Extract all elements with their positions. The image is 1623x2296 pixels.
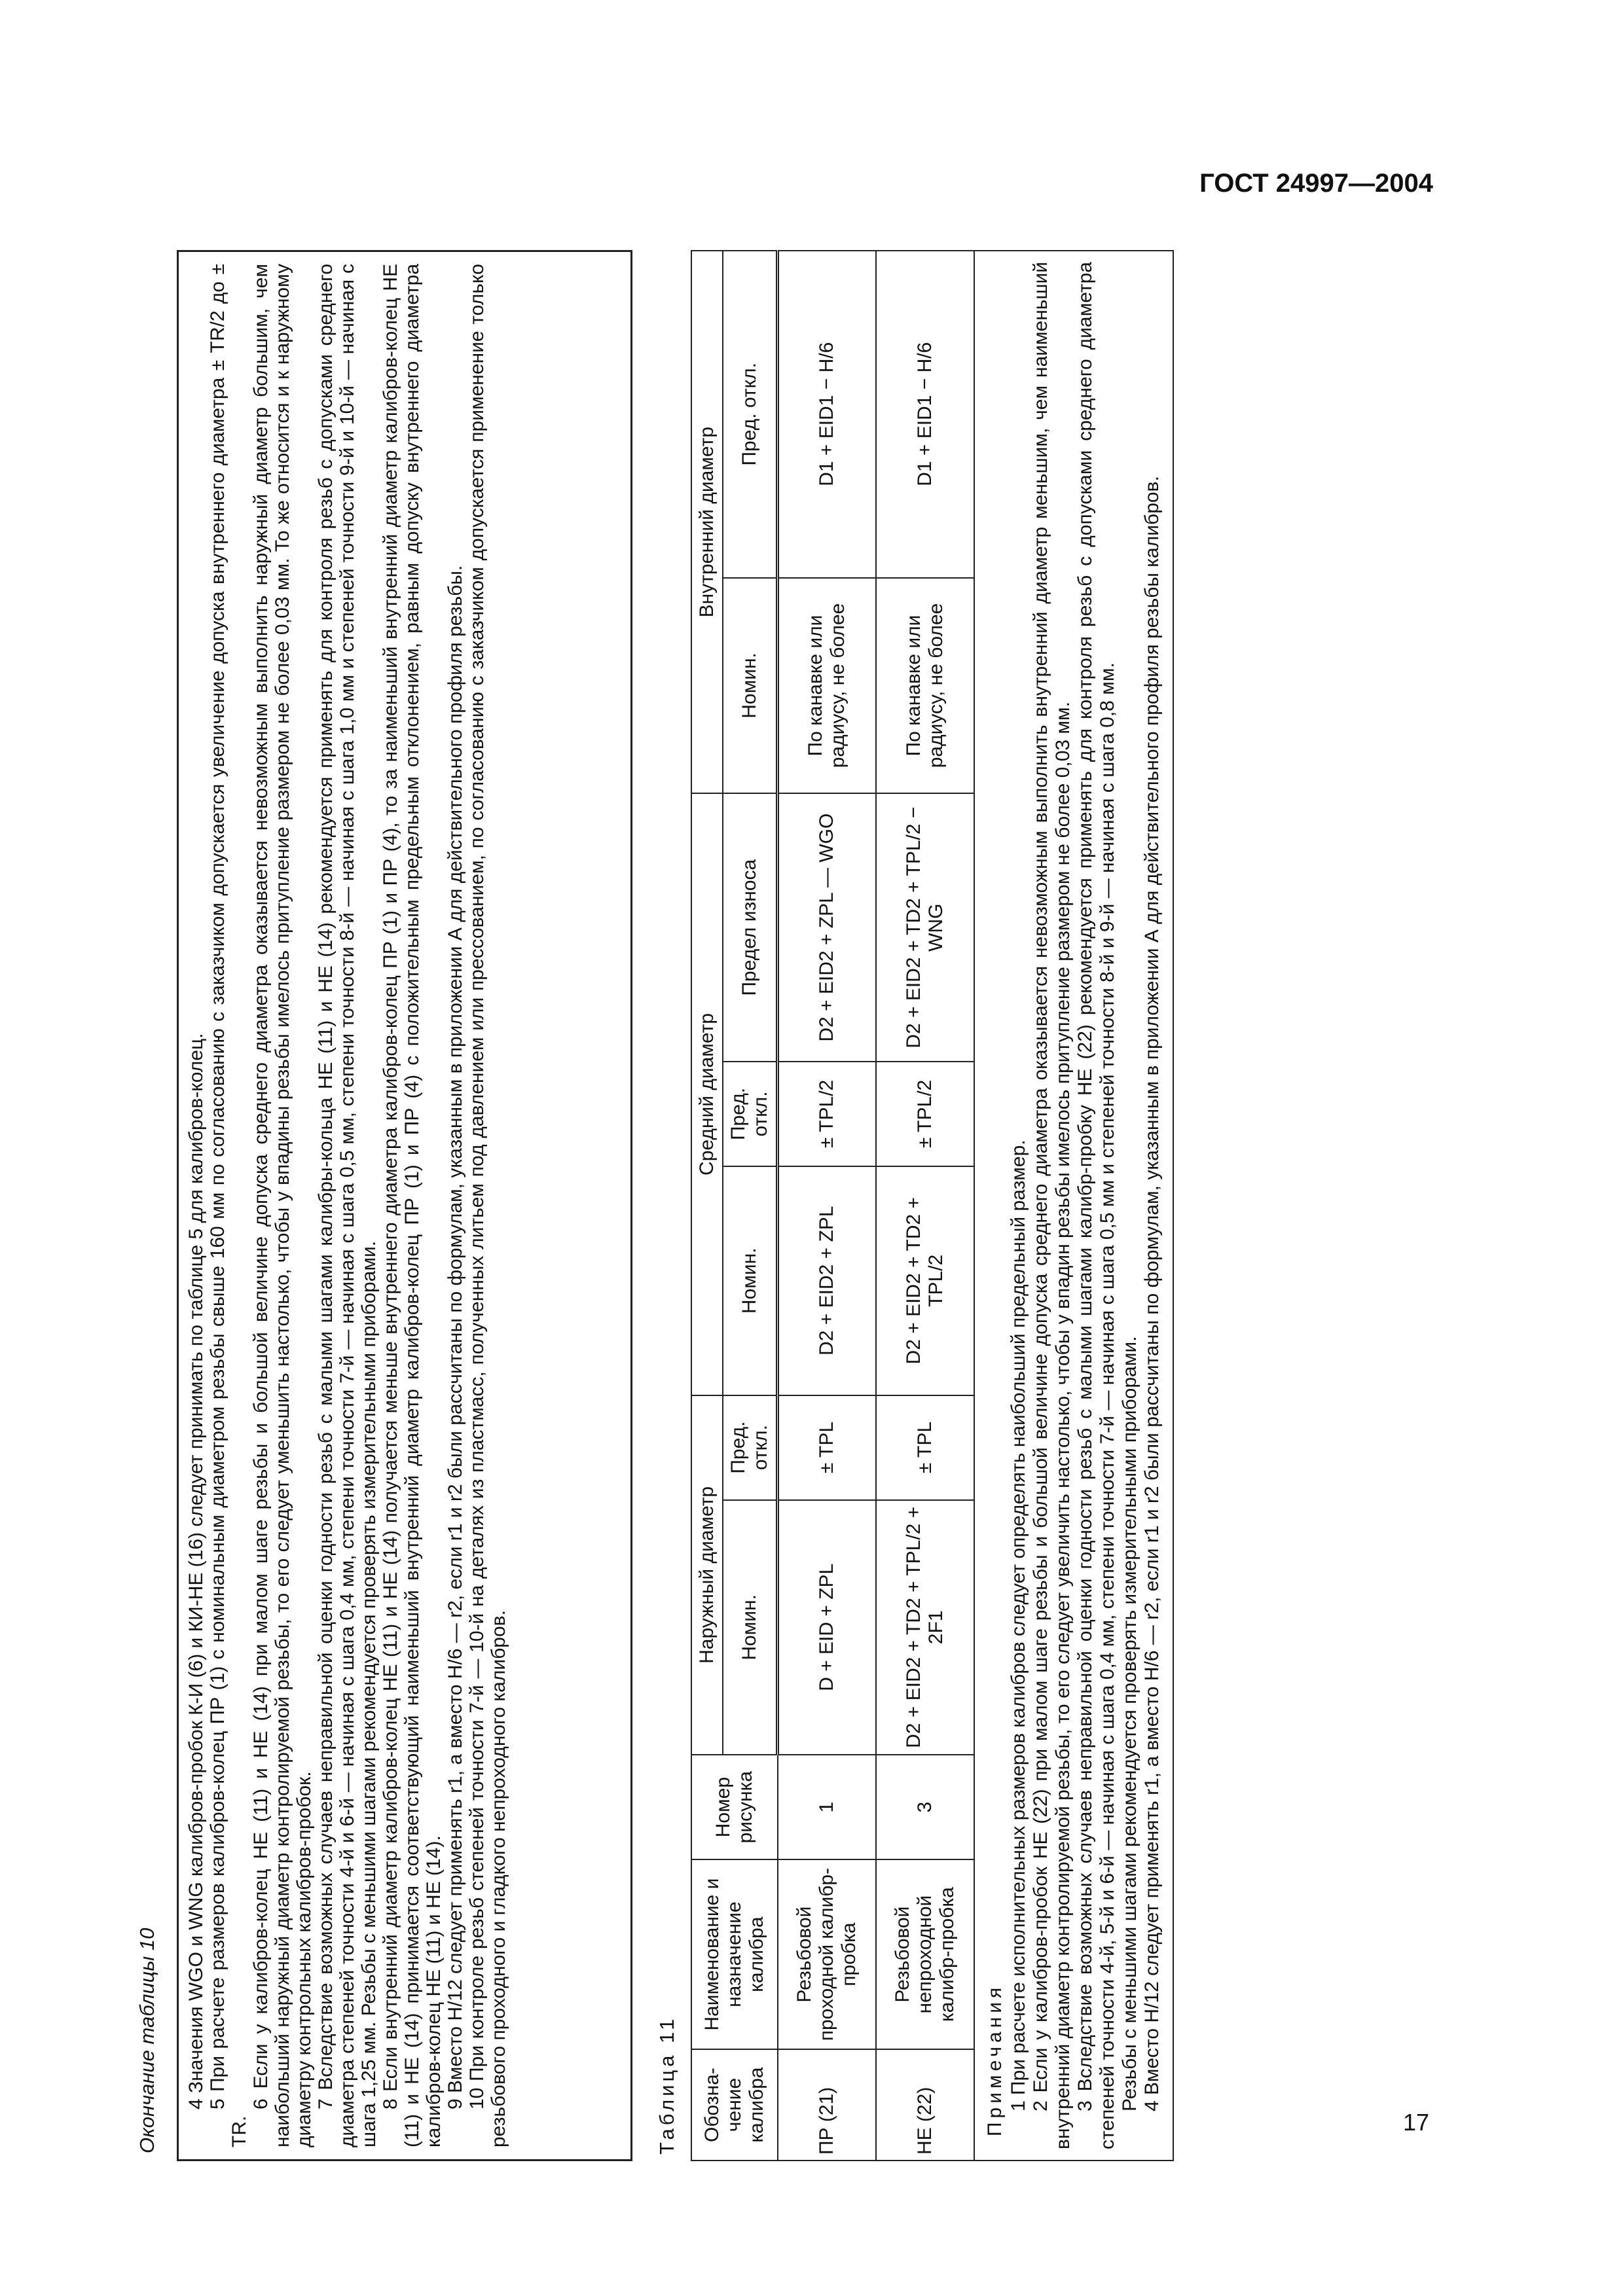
note-8: 8 Если внутренний диаметр калибров-колец НЕ (11) и НЕ (14) получается меньше внутреннего диаметра калибров-колец ПР (1) и ПР (4), то за наименьший внутренний диаметр калибров-колец НЕ (11) и НЕ (14) принимается соответствующий наименьший внутренний диаметр калибров-колец ПР (1) и ПР (4) с положительным предельным отклонением, равным допуску внутреннего диаметра калибров-колец НЕ (11) и НЕ (14). xyxy=(380,264,445,2147)
note-4: 4 Значения WGO и WNG калибров-пробок К-И (6) и КИ-НЕ (16) следует принимать по таблице 5 для калибров-колец. xyxy=(185,1033,207,2109)
row1-designation: ПР (21) xyxy=(778,2049,876,2161)
table11 xyxy=(691,250,1174,2161)
row1-pitch-nom: D2 + EID2 + ZPL xyxy=(778,1166,876,1395)
row2-designation: НЕ (22) xyxy=(876,2049,974,2161)
row2-wear: D2 + EID2 + TD2 + TPL/2 − WNG xyxy=(876,793,974,1062)
th-pitch-dev: Пред. откл. xyxy=(723,1062,778,1166)
row2-inner-nom: По канавке или радиусу, не более xyxy=(876,578,974,794)
table-row xyxy=(778,251,876,2161)
th-wear: Предел износа xyxy=(723,793,778,1062)
row2-pitch-dev: ± TPL/2 xyxy=(876,1062,974,1166)
row1-outer-dev: ± TPL xyxy=(778,1395,876,1500)
t11-note-4: 4 Вместо H/12 следует применять r1, а вместо H/6 — r2, если r1 и r2 были рассчитаны по формулам, указанным в приложении А для действительного профиля резьбы калибров. xyxy=(1140,476,1163,2111)
th-inner-dev: Пред. откл. xyxy=(723,251,778,578)
t11-note-1: 1 При расчете исполнительных размеров калибров следует определять наибольший предельный размер. xyxy=(1007,1139,1029,2111)
row1-figure: 1 xyxy=(778,1755,876,1859)
th-pitch: Средний диаметр xyxy=(691,793,723,1395)
row2-pitch-nom: D2 + EID2 + TD2 + TPL/2 xyxy=(876,1166,974,1395)
row2-figure: 3 xyxy=(876,1755,974,1859)
row1-name: Резьбовой проходной калибр-пробка xyxy=(778,1859,876,2049)
note-7: 7 Вследствие возможных случаев неправильной оценки годности резьб с малыми шагами калибры-кольца НЕ (11) и НЕ (14) рекомендуется применять для контроля резьб с допусками среднего диаметра степеней точности 4-й и 6-й — начиная с шага 0,4 мм, степени точности 7-й — начиная с шага 0,5 мм, степени точности 8-й — начиная с шага 1,0 мм и степеней точности 9-й и 10-й — начиная с шага 1,25 мм. Резьбы с меньшими шагами рекомендуется проверять измерительными приборами. xyxy=(315,264,380,2147)
note-9: 9 Вместо H/12 следует применять r1, а вместо H/6 — r2, если r1 и r2 были рассчитаны по формулам, указанным в приложении А для действительного профиля резьбы. xyxy=(445,565,466,2109)
row1-pitch-dev: ± TPL/2 xyxy=(778,1062,876,1166)
t11-note-3b: Резьбы с меньшими шагами рекомендуется проверять измерительными приборами. xyxy=(1118,1336,1140,2111)
row2-inner-dev: D1 + EID1 − H/6 xyxy=(876,251,974,578)
notes-title: Примечания xyxy=(983,1983,1006,2136)
table10-notes-box xyxy=(177,250,632,2161)
t11-note-3: 3 Вследствие возможных случаев неправильной оценки годности резьб с малыми шагами калибр-пробку НЕ (22) рекомендуется применять для контроля резьб с допусками среднего диаметра степеней точности 4-й, 5-й и 6-й — начиная с шага 0,4 мм, степени точности 7-й — начиная с шага 0,5 мм и степеней точности 8-й и 9-й — начиная с шага 0,8 мм. xyxy=(1074,262,1118,2149)
row1-inner-nom: По канавке или радиусу, не более xyxy=(778,578,876,794)
th-inner-nom: Номин. xyxy=(723,578,778,794)
row1-wear: D2 + EID2 + ZPL — WGO xyxy=(778,793,876,1062)
th-designation: Обозна-чение калибра xyxy=(691,2049,778,2161)
rotated-content xyxy=(124,230,1401,2161)
th-inner: Внутренний диаметр xyxy=(691,251,723,793)
standard-number: ГОСТ 24997—2004 xyxy=(1199,169,1433,198)
th-outer-dev: Пред. откл. xyxy=(723,1395,778,1500)
row2-outer-dev: ± TPL xyxy=(876,1395,974,1500)
page-number: 17 xyxy=(1402,2109,1429,2136)
th-outer: Наружный диаметр xyxy=(691,1395,723,1755)
note-6: 6 Если у калибров-колец НЕ (11) и НЕ (14) при малом шаге резьбы и большой величине допуска среднего диаметра оказывается невозможным выполнить наружный диаметр большим, чем наибольший наружный диаметр контролируемой резьбы, то его следует уменьшить настолько, чтобы у впадины резьбы имелось притупление размером не более 0,03 мм. То же относится и к наружному диаметру контрольных калибров-пробок. xyxy=(250,264,315,2147)
th-figure: Номер рисунка xyxy=(691,1755,778,1859)
table10-caption: Окончание таблицы 10 xyxy=(136,1928,158,2153)
th-name: Наименование и назначение калибра xyxy=(691,1859,778,2049)
table-row xyxy=(876,251,974,2161)
row2-outer-nom: D2 + EID2 + TD2 + TPL/2 + 2F1 xyxy=(876,1500,974,1755)
table11-caption: Таблица 11 xyxy=(655,2015,678,2155)
row2-name: Резьбовой непроходной калибр-пробка xyxy=(876,1859,974,2049)
th-pitch-nom: Номин. xyxy=(723,1166,778,1395)
t11-note-2: 2 Если у калибров-пробок НЕ (22) при малом шаге резьбы и большой величине допуска среднего диаметра оказывается невозможным выполнить внутренний диаметр меньшим, чем наименьший внутренний диаметр контролируемой резьбы, то его следует увеличить настолько, чтобы у впадин резьбы имелось притупление размером не более 0,03 мм. xyxy=(1029,262,1074,2149)
note-10: 10 При контроле резьб степеней точности 7-й — 10-й на деталях из пластмасс, полученных литьем под давлением или прессованием, по согласованию с заказчиком допускается применение только резьбового проходного и гладкого непроходного калибров. xyxy=(466,264,509,2147)
notes-row xyxy=(974,251,1173,2161)
row1-inner-dev: D1 + EID1 − H/6 xyxy=(778,251,876,578)
table11-notes xyxy=(974,251,1173,2161)
row1-outer-nom: D + EID + ZPL xyxy=(778,1500,876,1755)
note-5: 5 При расчете размеров калибров-колец ПР (1) с номинальным диаметром резьбы свыше 160 мм по согласованию с заказчиком допускается увеличение допуска внутреннего диаметра ± TR/2 до ± TR. xyxy=(207,264,250,2147)
th-outer-nom: Номин. xyxy=(723,1500,778,1755)
